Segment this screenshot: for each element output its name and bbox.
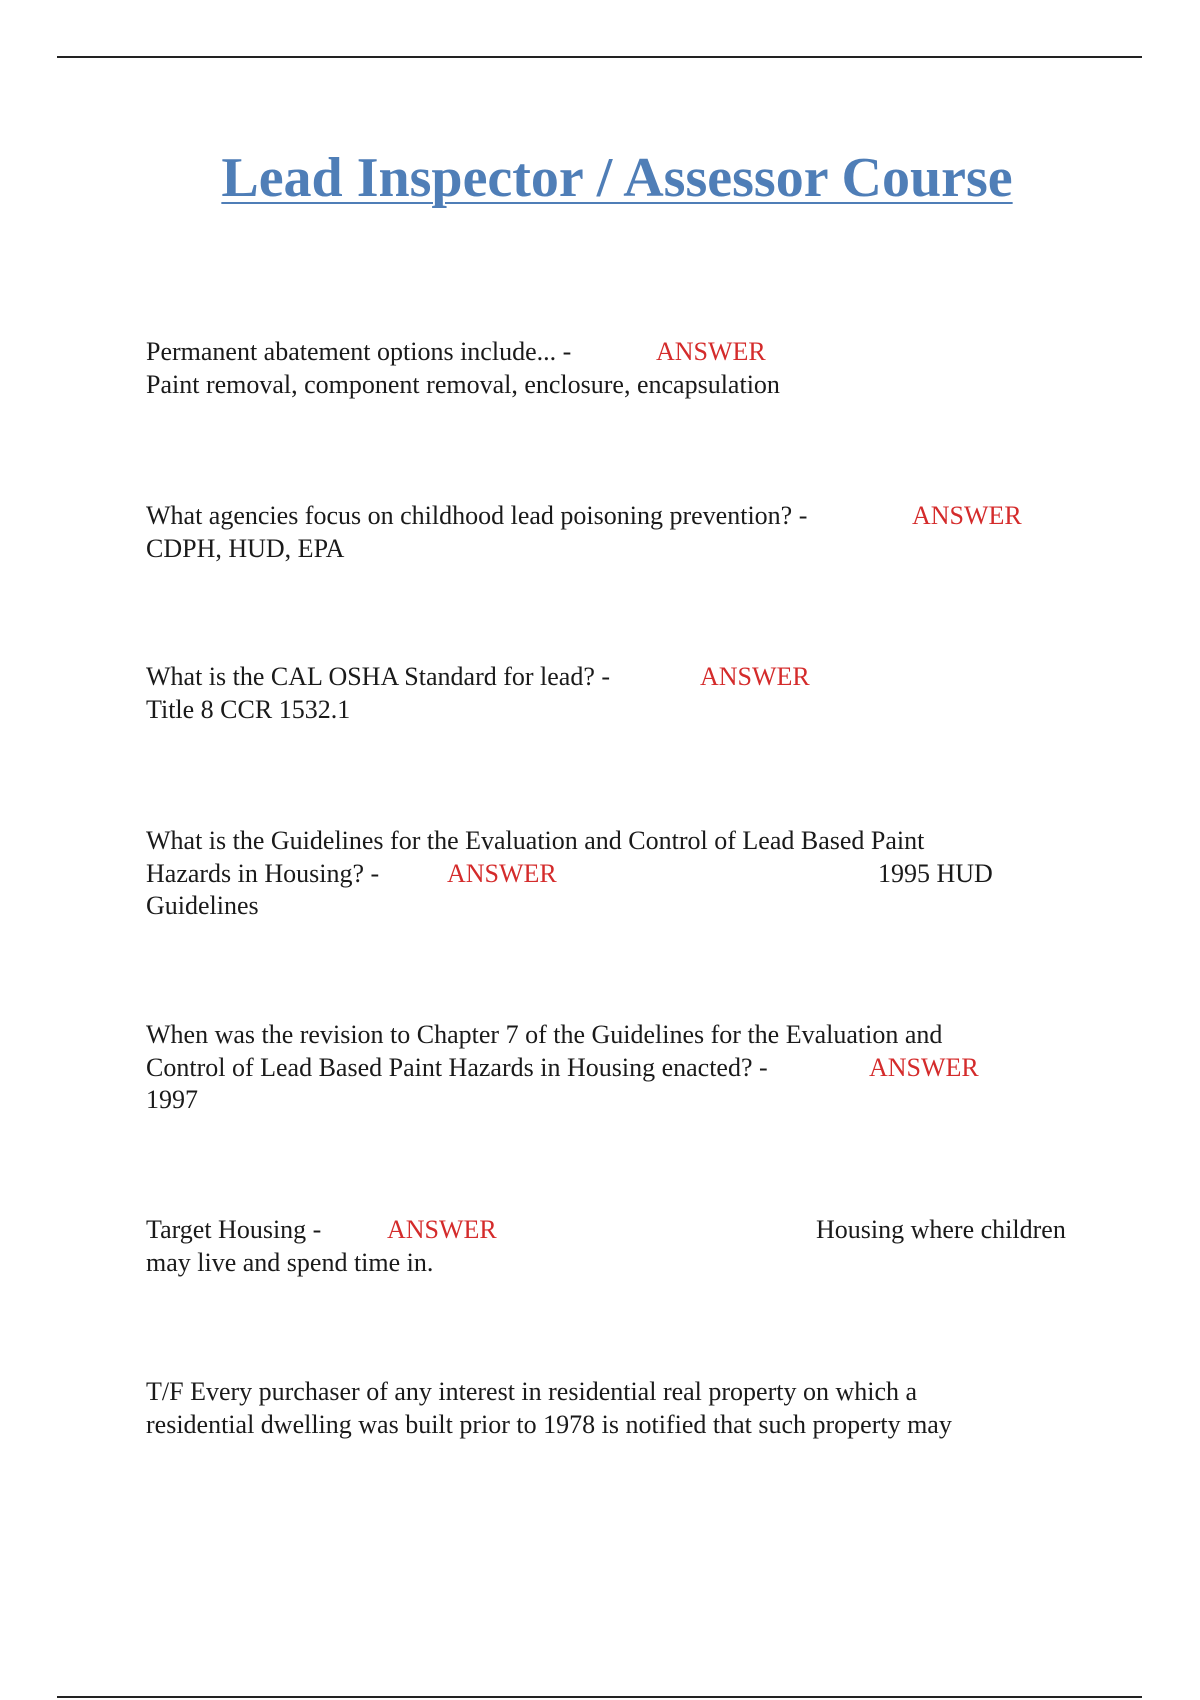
answer-text: CDPH, HUD, EPA bbox=[146, 533, 345, 563]
qa-item-7 bbox=[146, 1376, 952, 1441]
question-line bbox=[146, 661, 810, 694]
answer-label: ANSWER bbox=[869, 1052, 979, 1082]
qa-item-5 bbox=[146, 1019, 979, 1117]
top-rule bbox=[57, 56, 1142, 58]
question-line bbox=[146, 1052, 979, 1085]
answer-text: Guidelines bbox=[146, 891, 259, 920]
qa-item-1 bbox=[146, 336, 780, 401]
question-text: When was the revision to Chapter 7 of the Guidelines for the Evaluation and bbox=[146, 1020, 943, 1049]
question-line bbox=[146, 858, 993, 891]
question-text: Permanent abatement options include... - bbox=[146, 337, 572, 366]
answer-text: may live and spend time in. bbox=[146, 1247, 434, 1277]
question-line bbox=[146, 500, 1022, 533]
question-text: residential dwelling was built prior to 1978 is notified that such property may bbox=[146, 1409, 952, 1439]
question-line bbox=[146, 1214, 1066, 1247]
question-line bbox=[146, 336, 780, 369]
answer-label: ANSWER bbox=[447, 858, 557, 888]
answer-label: ANSWER bbox=[700, 662, 810, 691]
document-title: Lead Inspector / Assessor Course bbox=[221, 147, 1013, 209]
answer-label: ANSWER bbox=[912, 501, 1022, 530]
bottom-rule bbox=[57, 1696, 1142, 1698]
question-text: Hazards in Housing? - bbox=[146, 858, 380, 888]
answer-label: ANSWER bbox=[656, 337, 766, 366]
question-text: Control of Lead Based Paint Hazards in Housing enacted? - bbox=[146, 1052, 768, 1082]
answer-text: 1997 bbox=[146, 1085, 198, 1114]
question-text: T/F Every purchaser of any interest in residential real property on which a bbox=[146, 1377, 918, 1406]
answer-text: Title 8 CCR 1532.1 bbox=[146, 694, 351, 724]
question-text: What is the Guidelines for the Evaluation and Control of Lead Based Paint bbox=[146, 826, 925, 855]
qa-item-2 bbox=[146, 500, 1022, 565]
qa-item-6 bbox=[146, 1214, 1066, 1279]
qa-item-3 bbox=[146, 661, 810, 726]
answer-text: 1995 HUD bbox=[878, 858, 993, 888]
qa-item-4 bbox=[146, 825, 993, 923]
answer-text: Paint removal, component removal, enclosure, encapsulation bbox=[146, 369, 780, 399]
question-text: Target Housing - bbox=[146, 1215, 322, 1244]
answer-label: ANSWER bbox=[387, 1215, 497, 1244]
question-text: What is the CAL OSHA Standard for lead? - bbox=[146, 662, 611, 691]
answer-text: Housing where children bbox=[816, 1215, 1066, 1244]
question-text: What agencies focus on childhood lead poisoning prevention? - bbox=[146, 501, 808, 530]
